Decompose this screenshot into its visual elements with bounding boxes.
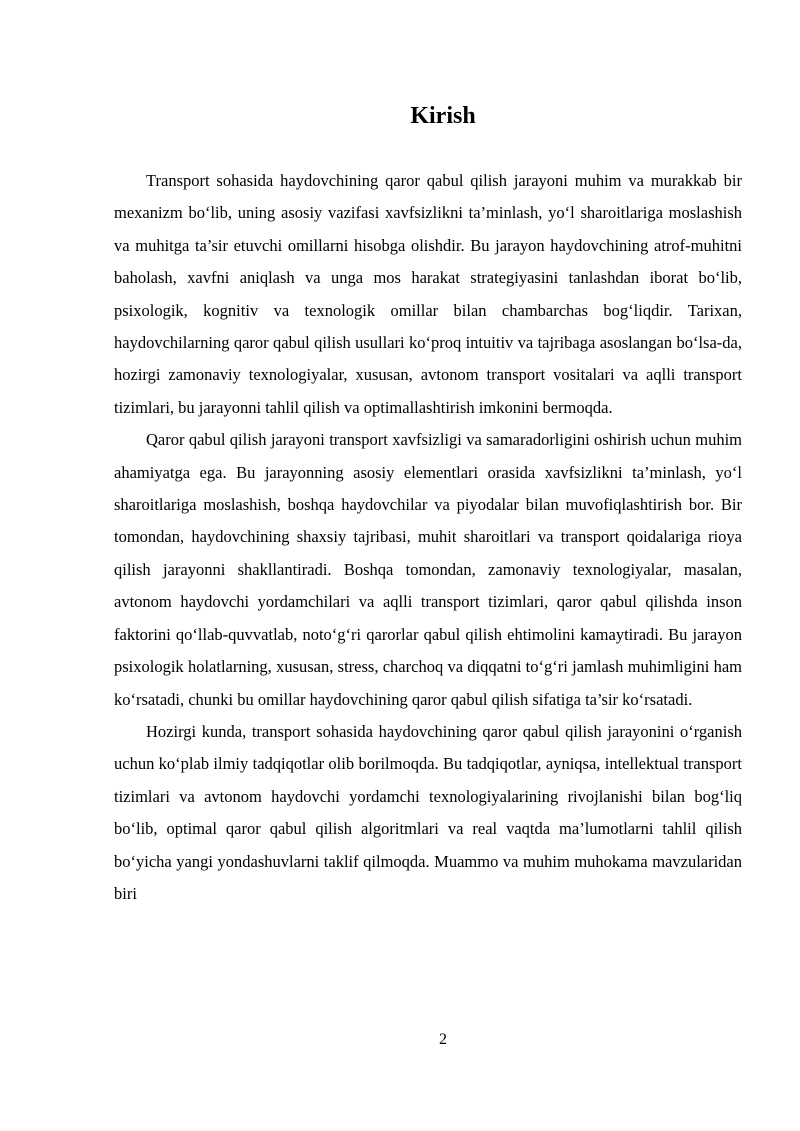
paragraph-2: Qaror qabul qilish jarayoni transport xavfsizligi va samaradorligini oshirish uchun muhim ahamiyatga ega. Bu jarayonning asosiy elementlari orasida xavfsizlikni ta’minlash, yo‘l sharoitlariga moslashish, boshqa haydovchilar va piyodalar bilan muvofiqlashtirish bor. Bir tomondan, haydovchining shaxsiy tajribasi, muhit sharoitlari va transport qoidalariga rioya qilish jarayonni shakllantiradi. Boshqa tomondan, zamonaviy texnologiyalar, masalan, avtonom haydovchi yordamchilari va aqlli transport tizimlari, qaror qabul qilishda inson faktorini qo‘llab-quvvatlab, noto‘g‘ri qarorlar qabul qilish ehtimolini kamaytiradi. Bu jarayon psixologik holatlarning, xususan, stress, charchoq va diqqatni to‘g‘ri jamlash muhimligini ham ko‘rsatadi, chunki bu omillar haydovchining qaror qabul qilish sifatiga ta’sir ko‘rsatadi. (114, 430, 742, 709)
paragraph-3: Hozirgi kunda, transport sohasida haydovchining qaror qabul qilish jarayonini o‘rganish uchun ko‘plab ilmiy tadqiqotlar olib borilmoqda. Bu tadqiqotlar, ayniqsa, intellektual transport tizimlari va avtonom haydovchi yordamchi texnologiyalarining rivojlanishi bilan bog‘liq bo‘lib, optimal qaror qabul qilish algoritmlari va real vaqtda ma’lumotlarni tahlil qilish bo‘yicha yangi yondashuvlarni taklif qilmoqda. Muammo va muhim muhokama mavzularidan biri (114, 721, 742, 903)
section-title: Kirish (410, 103, 476, 129)
body-text (114, 165, 742, 910)
page-number: 2 (439, 1031, 447, 1048)
paragraph-1: Transport sohasida haydovchining qaror qabul qilish jarayoni muhim va murakkab bir mexanizm bo‘lib, uning asosiy vazifasi xavfsizlikni ta’minlash, yo‘l sharoitlariga moslashish va muhitga ta’sir etuvchi omillarni hisobga olishdir. Bu jarayon haydovchining atrof-muhitni baholash, xavfni aniqlash va unga mos harakat strategiyasini tanlashdan iborat bo‘lib, psixologik, kognitiv va texnologik omillar bilan chambarchas bog‘liqdir. Tarixan, haydovchilarning qaror qabul qilish usullari ko‘proq intuitiv va tajribaga asoslangan bo‘lsa-da, hozirgi zamonaviy texnologiyalar, xususan, avtonom transport vositalari va aqlli transport tizimlari, bu jarayonni tahlil qilish va optimallashtirish imkonini bermoqda. (114, 171, 742, 417)
